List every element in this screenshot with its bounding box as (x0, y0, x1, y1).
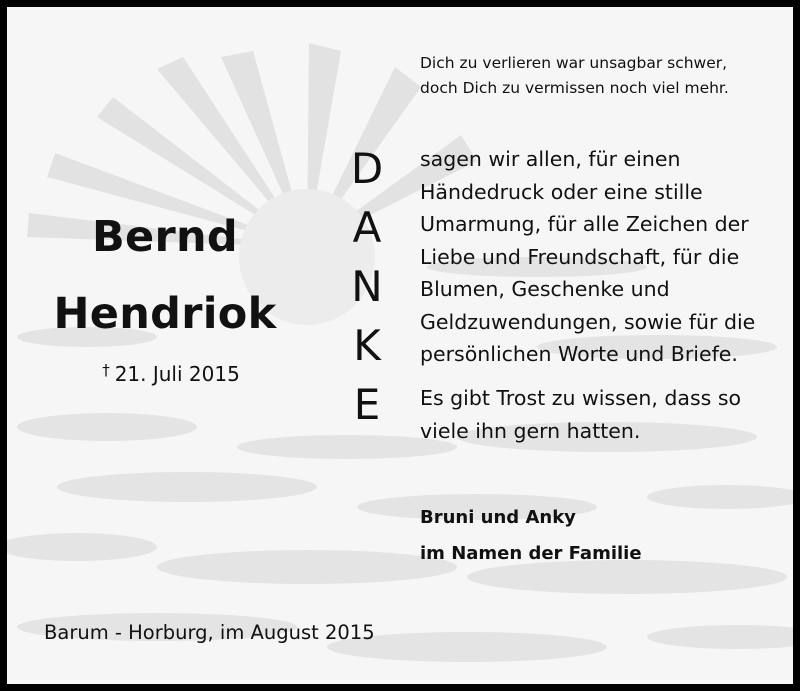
thanks-text: sagen wir allen, für einen Händedruck oder eine stille Umarmung, für alle Zeichen der Liebe und Freundschaft, für die Blumen, Geschenke und Geldzuwendungen, sowie für die persönlichen Worte und Briefe. (420, 147, 756, 366)
danke-letter: A (352, 203, 382, 252)
danke-letter: K (353, 321, 381, 370)
deceased-last-name: Hendriok (53, 289, 277, 339)
danke-vertical-word (329, 139, 405, 434)
death-line (7, 361, 335, 386)
cross-icon: † (102, 361, 110, 379)
death-date: 21. Juli 2015 (114, 362, 240, 386)
danke-letter: D (350, 144, 384, 193)
memorial-quote: Dich zu verlieren war unsagbar schwer, doch Dich zu vermissen noch viel mehr. (420, 54, 729, 97)
danke-letter: E (353, 380, 381, 429)
danke-letter: N (351, 262, 383, 311)
signature-names: Bruni und Anky (420, 507, 576, 528)
place-and-date: Barum - Horburg, im August 2015 (44, 621, 375, 644)
deceased-first-name: Bernd (91, 212, 239, 262)
signature-family: im Namen der Familie (420, 543, 642, 564)
comfort-text: Es gibt Trost zu wissen, dass so viele ihn gern hatten. (420, 386, 742, 443)
